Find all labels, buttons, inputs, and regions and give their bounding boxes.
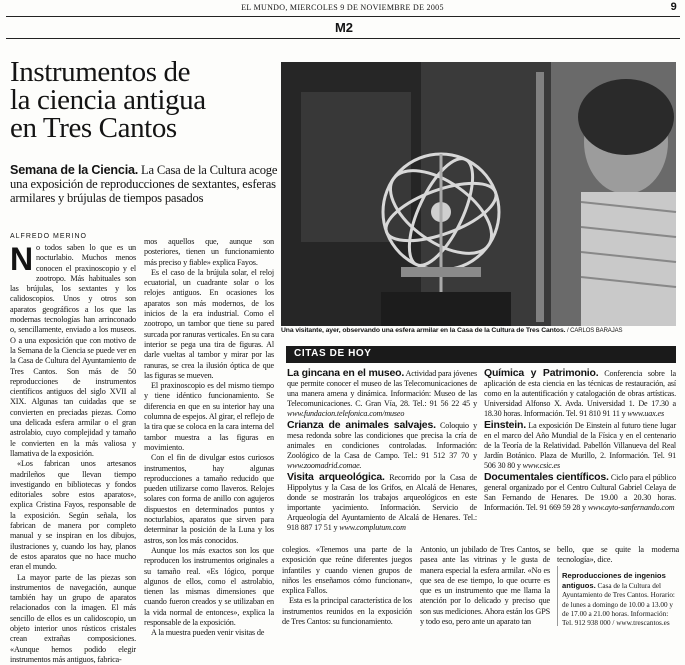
paragraph: Antonio, un jubilado de Tres Cantos, se pasea ante las vitrinas y le gusta de manera especial la esfera armilar. «No es que sea de ese tiempo, lo que ocurre es que es un instrumento que me llama la atención por lo delicado y preciso que son sus mediciones. Ahora están los GPS y todo eso, pero ante un aparato tan xyxy=(420,545,550,627)
list-item xyxy=(484,472,676,513)
event-text: Coloquio y mesa redonda sobre las condiciones que precisa la cría de animales en condiciones controladas. Información: Zoológico de la Casa de Campo. Tel.: 91 512 37 70 y xyxy=(287,421,477,460)
event-title: La gincana en el museo. xyxy=(287,367,404,379)
armillary-sphere-photo xyxy=(281,62,676,326)
info-box-body: Casa de la Cultura del Ayuntamiento de Tres Cantos. Horario: de lunes a domingo de 10.00 a 13.00 y de 17.00 a 21.00 horas. Información: Tel. 912 938 000 / www.trescantos.es xyxy=(562,582,675,627)
event-text: Conferencia sobre la aplicación de esta ciencia en las técnicas de restauración, así como en la autentificación y catalogación de obras artísticas. Universidad Alfonso X. Avda. Universidad 1. De 17.30 a 18.30 horas. Información. Tel. 91 810 91 11 y xyxy=(484,369,676,418)
event-link[interactable]: www.complutum.com xyxy=(339,523,406,532)
section-label: M2 xyxy=(318,20,370,37)
headline-line: la ciencia antigua xyxy=(10,86,272,114)
paragraph: Aunque los más exactos son los que reproducen los instrumentos originales a su tamaño real. «Es lógico, porque algunos de ellos, como el astrolabio, tienen las mismas dimensiones que cuando fueron creados y se utilizaban en la vida normal de entonces», explica la responsable de la exposición. xyxy=(144,546,274,628)
event-link[interactable]: www.zoomadrid.comae. xyxy=(287,461,361,470)
list-item xyxy=(287,368,477,419)
event-text: Recorrido por la Casa de Hippolytus y la Casa de los Grifos, en Alcalá de Henares, donde se mostrarán los trabajos arqueológicos en este importante yacimiento. Información. Servicio de Arqueología del Ayuntamiento de Alcalá de Henares. Tel.: 918 887 17 51 y xyxy=(287,473,477,532)
dek xyxy=(10,163,278,205)
headline xyxy=(10,58,272,142)
event-link[interactable]: www.fundacion.telefonica.com/museo xyxy=(287,409,404,418)
citas-list-left xyxy=(287,368,477,534)
headline-line: Instrumentos de xyxy=(10,58,272,86)
info-box-rule xyxy=(557,566,558,626)
photo-credit: / CARLOS BARAJAS xyxy=(565,328,622,334)
dek-lead: Semana de la Ciencia. xyxy=(10,163,138,177)
paragraph: Esta es la principal característica de los instrumentos reunidos en la exposición de Tres Cantos: su funcionamiento. xyxy=(282,596,412,627)
event-text: La exposición De Einstein al futuro tiene lugar en el marco del Año Mundial de la Física y en el centenario de la Teoría de la Relatividad. Pabellón Villanueva del Real Jardín Botánico. Plaza de Murillo, 2. Información. Tel. 91 506 30 80 y xyxy=(484,421,676,470)
masthead-line xyxy=(0,2,685,16)
event-link[interactable]: www.ayto-sanfernando.com xyxy=(588,503,675,512)
event-title: Einstein. xyxy=(484,419,526,431)
article-column-4 xyxy=(420,545,550,627)
date-line: EL MUNDO, MIERCOLES 9 DE NOVIEMBRE DE 2005 xyxy=(0,3,685,12)
list-item xyxy=(484,420,676,471)
article-column-5 xyxy=(557,545,679,566)
event-text: Actividad para jóvenes que permite conocer el museo de las Telecomunicaciones de una manera amena y dinámica. Información: Museo de las Telecomunicaciones. C. Gran Vía, 28. Tel.: 91 56 22 45 y xyxy=(287,369,477,408)
paragraph: La mayor parte de las piezas son instrumentos de navegación, aunque también hay un grupo de aparatos relacionados con la imagen. El más sencillo de ellos es un calidoscopio, un objeto interior unos rústicos cristales crean extrañas composiciones. «Aunque hemos podido elegir instrumentos más antiguos, fabrica- xyxy=(10,573,136,665)
event-title: Química y Patrimonio. xyxy=(484,367,598,379)
event-text: Ciclo para el público general organizado por el Centro Cultural Gabriel Celaya de San Fernando de Henares. De 19.00 a 20.30 horas. Información. Tel. 91 669 59 28 y xyxy=(484,473,676,512)
paragraph: El praxinoscopio es del mismo tiempo y tiene idéntico funcionamiento. Se diferencia en que en su interior hay una columna de espejos. Al girar, el reflejo de la tira que se coloca en la cara interna del tambor muestra a las figuras en movimiento. xyxy=(144,381,274,453)
byline: ALFREDO MERINO xyxy=(10,233,130,240)
event-title: Crianza de animales salvajes. xyxy=(287,419,436,431)
section-rule xyxy=(6,38,680,39)
list-item xyxy=(484,368,676,419)
citas-list-right xyxy=(484,368,676,514)
lead-paragraph: o todos saben lo que es un nocturlabio. Muchos menos conocen el praxinoscopio y el zootropo. Más habituales son las brújulas, los sextantes y los calidoscopios. Unos y otros son aparatos geográficos a los que las modernas tecnologías han arrinconado o, sencillamente, enviado a los museos. O a una exposición que con motivo de la Semana de la Ciencia se puede ver en la Casa de Cultura del Ayuntamiento de Tres Cantos. Son más de 50 reproducciones de instrumentos científicos antiguos del siglo XVII al XIX. Algunas tan cuidadas que se convierten en preciadas piezas. Como una delicada esfera armilar o el gran astrolabio, cuyo complejidad y tamaño le convierten en la más valiosa y llamativa de la exposición. xyxy=(10,243,136,458)
paragraph: «Los fabrican unos artesanos madrileños que llevan tiempo investigando en bibliotecas y fondos editoriales sobre estos aparatos», explica Cristina Fayos, responsable de la exposición. Según señala, los fabrican de manera por completo manual y se inspiran en los dibujos, ilustraciones y, cuando los hay, planos de estos aparatos que no hace mucho eran el mundo. xyxy=(10,459,136,572)
page-number: 9 xyxy=(671,1,677,13)
paragraph: colegios. «Tenemos una parte de la exposición que reúne diferentes juegos infantiles y cuando vienen grupos de niños les enseñamos cómo funcionan», explica Fallos. xyxy=(282,545,412,596)
article-column-1 xyxy=(10,243,136,665)
caption-text: Una visitante, ayer, observando una esfera armilar en la Casa de la Cultura de Tres Cantos. xyxy=(281,327,565,334)
drop-cap: N xyxy=(10,244,33,274)
citas-heading: CITAS DE HOY xyxy=(286,346,676,363)
photo-illustration xyxy=(281,62,676,326)
article-column-3 xyxy=(282,545,412,627)
info-box-title: Reproducciones de ingenios antiguos. xyxy=(562,571,666,590)
event-link[interactable]: www.uax.es xyxy=(627,409,664,418)
paragraph: Con el fin de divulgar estos curiosos instrumentos, hay algunas reproducciones a tamaño reducido que pueden utilizarse como llaveros. Relojes solares con forma de anillo con agujeros dispuestos en determinados puntos y nocturlabios, aparatos que sirven para determinar la posición de la Luna y los astros, son los más conocidos. xyxy=(144,453,274,546)
header-rule xyxy=(6,16,680,17)
headline-line: en Tres Cantos xyxy=(10,114,272,142)
article-column-2 xyxy=(144,237,274,639)
event-link[interactable]: www.csic.es xyxy=(523,461,560,470)
event-title: Documentales científicos. xyxy=(484,471,609,483)
info-box xyxy=(562,571,680,628)
photo-caption xyxy=(281,327,681,334)
dek-body: La Casa de la Cultura acoge una exposición de reproducciones de sextantes, esferas armilares y brújulas de tiempos pasados xyxy=(10,163,277,205)
list-item xyxy=(287,420,477,471)
paragraph: mos aquellos que, aunque son posteriores, tienen un funcionamiento más preciso y fiable» explica Fayos. xyxy=(144,237,274,268)
list-item xyxy=(287,472,477,533)
paragraph: A la muestra pueden venir visitas de xyxy=(144,628,274,638)
paragraph: Es el caso de la brújula solar, el reloj ecuatorial, un cuadrante solar o los relojes antiguos. En ocasiones los aparatos son más modernos, de los inicios de la era industrial. Como el zootropo, un tambor que tiene su pared surcada por ranuras verticales. En su cara interior se pega una tira de figuras. Al darle vueltas al tambor y mirar por las ranuras, se crea la ilusión óptica de que las figuras se mueven. xyxy=(144,268,274,381)
event-title: Visita arqueológica. xyxy=(287,471,385,483)
paragraph: bello, que se quite la moderna tecnología», dice. xyxy=(557,545,679,566)
